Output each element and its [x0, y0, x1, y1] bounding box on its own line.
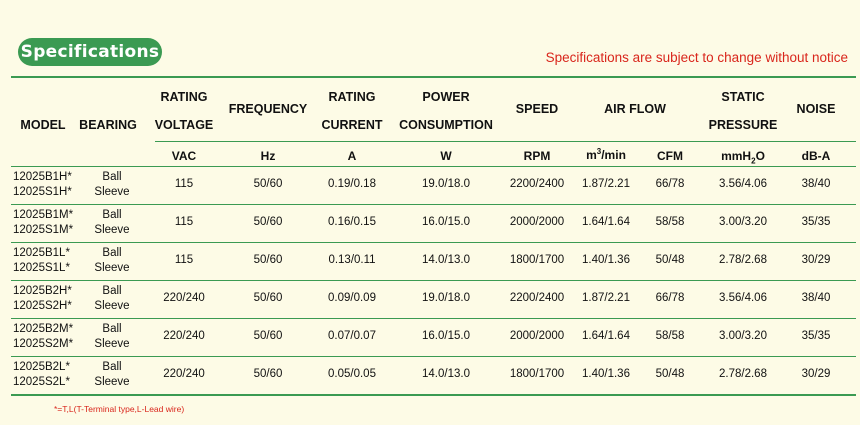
cell-power: 16.0/15.0 — [422, 216, 470, 228]
model-ball: 12025B1H* — [13, 171, 72, 183]
unit-frequency: Hz — [260, 149, 276, 163]
model-ball: 12025B1M* — [13, 209, 74, 221]
cell-frequency: 50/60 — [253, 178, 283, 190]
bearing-ball: Ball — [102, 247, 122, 259]
cell-cfm: 66/78 — [655, 178, 685, 190]
cell-current: 0.13/0.11 — [328, 254, 376, 266]
cell-voltage: 115 — [174, 216, 194, 228]
cell-noise: 35/35 — [801, 216, 831, 228]
cell-power: 16.0/15.0 — [422, 330, 470, 342]
change-notice: Specifications are subject to change without notice — [545, 50, 848, 65]
cell-frequency: 50/60 — [253, 368, 283, 380]
cell-m3: 1.64/1.64 — [582, 216, 630, 228]
model-ball: 12025B2L* — [13, 361, 70, 373]
unit-noise: dB-A — [801, 149, 831, 163]
units-rule — [11, 166, 856, 167]
bearing-ball: Ball — [102, 171, 122, 183]
unit-power: W — [440, 149, 452, 163]
header-static-pressure-2: PRESSURE — [708, 118, 778, 132]
header-noise: NOISE — [796, 102, 836, 116]
header-model: MODEL — [20, 118, 66, 132]
cell-power: 14.0/13.0 — [422, 368, 470, 380]
cell-pressure: 3.56/4.06 — [719, 178, 767, 190]
cell-cfm: 50/48 — [655, 254, 685, 266]
cell-power: 14.0/13.0 — [422, 254, 470, 266]
row-divider — [11, 204, 856, 205]
unit-speed: RPM — [523, 149, 551, 163]
cell-speed: 2000/2000 — [509, 216, 565, 228]
model-sleeve: 12025S1H* — [13, 186, 72, 198]
table-top-rule — [11, 76, 856, 78]
cell-speed: 1800/1700 — [509, 368, 565, 380]
cell-current: 0.16/0.15 — [328, 216, 376, 228]
cell-current: 0.09/0.09 — [328, 292, 376, 304]
header-bearing: BEARING — [79, 118, 137, 132]
cell-pressure: 2.78/2.68 — [719, 368, 767, 380]
cell-frequency: 50/60 — [253, 216, 283, 228]
bearing-sleeve: Sleeve — [94, 262, 130, 274]
cell-current: 0.19/0.18 — [328, 178, 376, 190]
cell-m3: 1.87/2.21 — [582, 178, 630, 190]
bearing-ball: Ball — [102, 285, 122, 297]
cell-m3: 1.87/2.21 — [582, 292, 630, 304]
cell-current: 0.05/0.05 — [328, 368, 376, 380]
cell-cfm: 58/58 — [655, 216, 685, 228]
model-sleeve: 12025S1M* — [13, 224, 74, 236]
header-power-1: POWER — [422, 90, 470, 104]
row-divider — [11, 356, 856, 357]
cell-noise: 30/29 — [801, 368, 831, 380]
row-divider — [11, 280, 856, 281]
model-ball: 12025B1L* — [13, 247, 70, 259]
bearing-ball: Ball — [102, 209, 122, 221]
cell-pressure: 2.78/2.68 — [719, 254, 767, 266]
cell-voltage: 220/240 — [163, 368, 205, 380]
cell-cfm: 50/48 — [655, 368, 685, 380]
cell-m3: 1.40/1.36 — [582, 254, 630, 266]
header-rule — [155, 141, 856, 142]
cell-voltage: 115 — [174, 254, 194, 266]
cell-pressure: 3.00/3.20 — [719, 216, 767, 228]
header-static-pressure-1: STATIC — [721, 90, 765, 104]
bearing-ball: Ball — [102, 361, 122, 373]
unit-airflow-cfm: CFM — [657, 149, 683, 163]
footnote: *=T,L(T-Terminal type,L-Lead wire) — [54, 404, 185, 414]
cell-pressure: 3.56/4.06 — [719, 292, 767, 304]
cell-noise: 30/29 — [801, 254, 831, 266]
model-sleeve: 12025S2H* — [13, 300, 72, 312]
cell-speed: 2200/2400 — [509, 178, 565, 190]
bearing-sleeve: Sleeve — [94, 224, 130, 236]
unit-voltage: VAC — [171, 149, 197, 163]
section-title-badge: Specifications — [18, 38, 162, 66]
cell-speed: 2200/2400 — [509, 292, 565, 304]
model-ball: 12025B2M* — [13, 323, 74, 335]
cell-m3: 1.40/1.36 — [582, 368, 630, 380]
unit-pressure: mmH$_2$O — [721, 149, 765, 166]
cell-cfm: 66/78 — [655, 292, 685, 304]
cell-pressure: 3.00/3.20 — [719, 330, 767, 342]
cell-noise: 38/40 — [801, 292, 831, 304]
cell-voltage: 220/240 — [163, 292, 205, 304]
cell-frequency: 50/60 — [253, 330, 283, 342]
header-frequency: FREQUENCY — [228, 102, 308, 116]
row-divider — [11, 394, 856, 396]
bearing-ball: Ball — [102, 323, 122, 335]
model-sleeve: 12025S1L* — [13, 262, 70, 274]
cell-speed: 2000/2000 — [509, 330, 565, 342]
cell-voltage: 115 — [174, 178, 194, 190]
cell-voltage: 220/240 — [163, 330, 205, 342]
row-divider — [11, 242, 856, 243]
cell-current: 0.07/0.07 — [328, 330, 376, 342]
bearing-sleeve: Sleeve — [94, 338, 130, 350]
cell-power: 19.0/18.0 — [422, 178, 470, 190]
cell-frequency: 50/60 — [253, 292, 283, 304]
header-air-flow: AIR FLOW — [604, 102, 666, 116]
header-speed: SPEED — [515, 102, 559, 116]
cell-noise: 38/40 — [801, 178, 831, 190]
header-rating-voltage-1: RATING — [160, 90, 208, 104]
header-power-2: CONSUMPTION — [399, 118, 493, 132]
cell-m3: 1.64/1.64 — [582, 330, 630, 342]
cell-noise: 35/35 — [801, 330, 831, 342]
unit-current: A — [347, 149, 357, 163]
bearing-sleeve: Sleeve — [94, 186, 130, 198]
model-sleeve: 12025S2M* — [13, 338, 74, 350]
header-rating-current-1: RATING — [328, 90, 376, 104]
model-ball: 12025B2H* — [13, 285, 72, 297]
bearing-sleeve: Sleeve — [94, 376, 130, 388]
cell-speed: 1800/1700 — [509, 254, 565, 266]
header-rating-voltage-2: VOLTAGE — [154, 118, 214, 132]
bearing-sleeve: Sleeve — [94, 300, 130, 312]
row-divider — [11, 318, 856, 319]
cell-power: 19.0/18.0 — [422, 292, 470, 304]
cell-cfm: 58/58 — [655, 330, 685, 342]
header-rating-current-2: CURRENT — [321, 118, 383, 132]
model-sleeve: 12025S2L* — [13, 376, 70, 388]
unit-airflow-m3: $m^3/\min$ — [586, 147, 626, 162]
cell-frequency: 50/60 — [253, 254, 283, 266]
